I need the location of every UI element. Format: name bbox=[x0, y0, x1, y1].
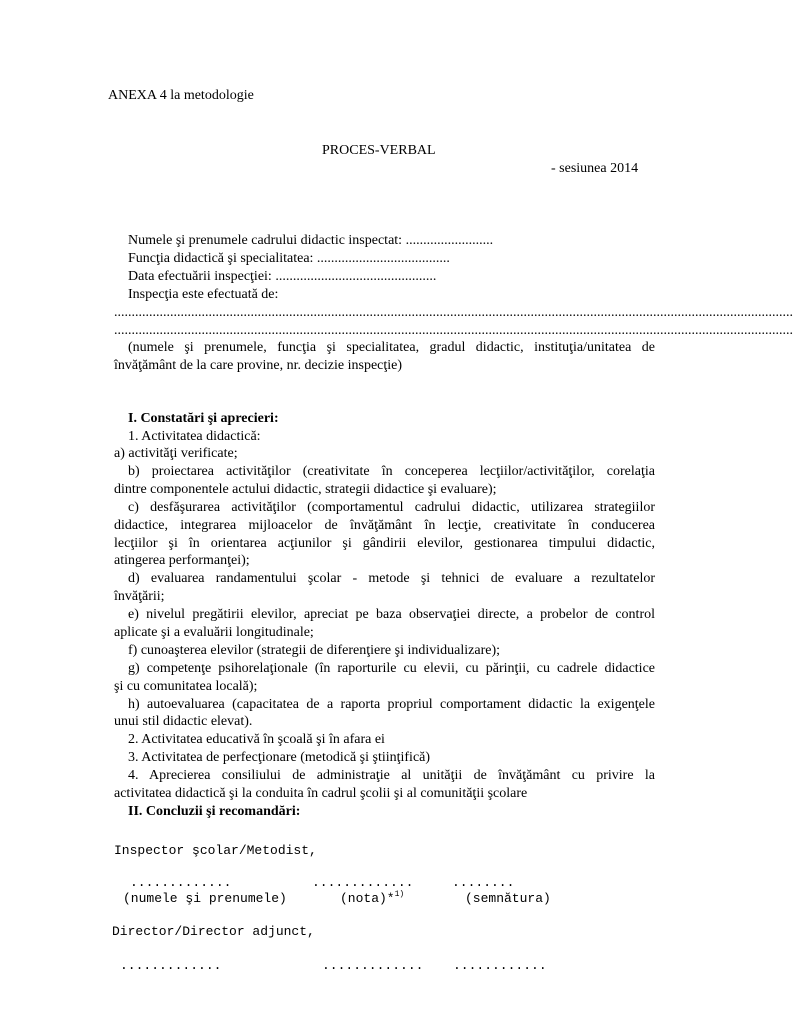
signature-label-grade: (nota)*$^{1)}$ bbox=[340, 890, 405, 906]
item-b: b) proiectarea activităţilor (creativitate în conceperea lecţiilor/activităţilor, corelaţia bbox=[128, 464, 655, 479]
signature-label-sign: (semnătura) bbox=[465, 891, 551, 906]
item-e: e) nivelul pregătirii elevilor, apreciat pe baza observaţiei directe, a probelor de control bbox=[128, 607, 655, 622]
field-date: Data efectuării inspecţiei: .............................................. bbox=[128, 269, 437, 284]
item-h-cont: unui stil didactic elevat). bbox=[114, 714, 253, 729]
section-2-heading: II. Concluzii şi recomandări: bbox=[128, 804, 301, 819]
signature-dots-name: ............. bbox=[130, 875, 232, 890]
field-inspected-by: Inspecţia este efectuată de: bbox=[128, 287, 279, 302]
annex-label: ANEXA 4 la metodologie bbox=[108, 88, 254, 103]
signature-dots-grade: ............. bbox=[312, 875, 414, 890]
item-2: 2. Activitatea educativă în şcoală şi în afara ei bbox=[128, 732, 385, 747]
item-f: f) cunoaşterea elevilor (strategii de diferenţiere şi individualizare); bbox=[128, 643, 500, 658]
item-c-cont-3: atingerea performanţei); bbox=[114, 553, 250, 568]
item-g-cont: şi cu comunitatea locală); bbox=[114, 679, 258, 694]
signature-title-inspector: Inspector şcolar/Metodist, bbox=[114, 843, 317, 858]
dotted-line-1: .................................................................................................................................................................................................. bbox=[114, 305, 793, 320]
director-dots-name: ............. bbox=[120, 958, 222, 973]
director-dots-sign: ............ bbox=[453, 958, 547, 973]
item-b-cont: dintre componentele actului didactic, strategii didactice şi evaluare); bbox=[114, 482, 497, 497]
item-1: 1. Activitatea didactică: bbox=[128, 429, 261, 444]
document-title: PROCES-VERBAL bbox=[322, 143, 436, 158]
item-3: 3. Activitatea de perfecţionare (metodică şi ştiinţifică) bbox=[128, 750, 431, 765]
item-4-cont: activitatea didactică şi la conduita în cadrul şcolii şi al comunităţii şcolare bbox=[114, 786, 528, 801]
director-dots-grade: ............. bbox=[322, 958, 424, 973]
item-c-cont-2: lecţiilor şi în orientarea acţiunilor şi gândirii elevilor, gestionarea timpului didactic, bbox=[114, 536, 655, 551]
signature-dots-sign: ........ bbox=[452, 875, 515, 890]
session-label: - sesiunea 2014 bbox=[551, 161, 639, 176]
field-function: Funcţia didactică şi specialitatea: ...................................... bbox=[128, 251, 450, 266]
item-d-cont: învăţării; bbox=[114, 589, 165, 604]
item-d: d) evaluarea randamentului şcolar - metode şi tehnici de evaluare a rezultatelor bbox=[128, 571, 655, 586]
item-h: h) autoevaluarea (capacitatea de a raporta propriul comportament didactic la exigenţele bbox=[128, 697, 655, 712]
item-c-cont-1: didactice, integrarea mijloacelor de învăţământ în lecţie, creativitate în conducerea bbox=[114, 518, 655, 533]
field-teacher-name: Numele şi prenumele cadrului didactic inspectat: ......................... bbox=[128, 233, 494, 248]
item-4: 4. Aprecierea consiliului de administraţie al unităţii de învăţământ cu privire la bbox=[128, 768, 655, 783]
dotted-line-2: .................................................................................................................................................................................................. bbox=[114, 323, 793, 338]
item-a: a) activităţi verificate; bbox=[114, 446, 238, 461]
signature-title-director: Director/Director adjunct, bbox=[112, 924, 315, 939]
item-e-cont: aplicate şi a evaluării longitudinale; bbox=[114, 625, 314, 640]
footnote-ref: 1) bbox=[394, 890, 405, 899]
signature-label-name: (numele şi prenumele) bbox=[123, 891, 287, 906]
inspector-note: (numele şi prenumele, funcţia şi specialitatea, gradul didactic, instituţia/unitatea de bbox=[128, 340, 655, 355]
inspector-note-cont: învăţământ de la care provine, nr. decizie inspecţie) bbox=[114, 358, 403, 373]
item-c: c) desfăşurarea activităţilor (comportamentul cadrului didactic, utilizarea strategiilor bbox=[128, 500, 655, 515]
section-1-heading: I. Constatări şi aprecieri: bbox=[128, 411, 279, 426]
item-g: g) competenţe psihorelaţionale (în raporturile cu elevii, cu părinţii, cu cadrele didactice bbox=[128, 661, 655, 676]
